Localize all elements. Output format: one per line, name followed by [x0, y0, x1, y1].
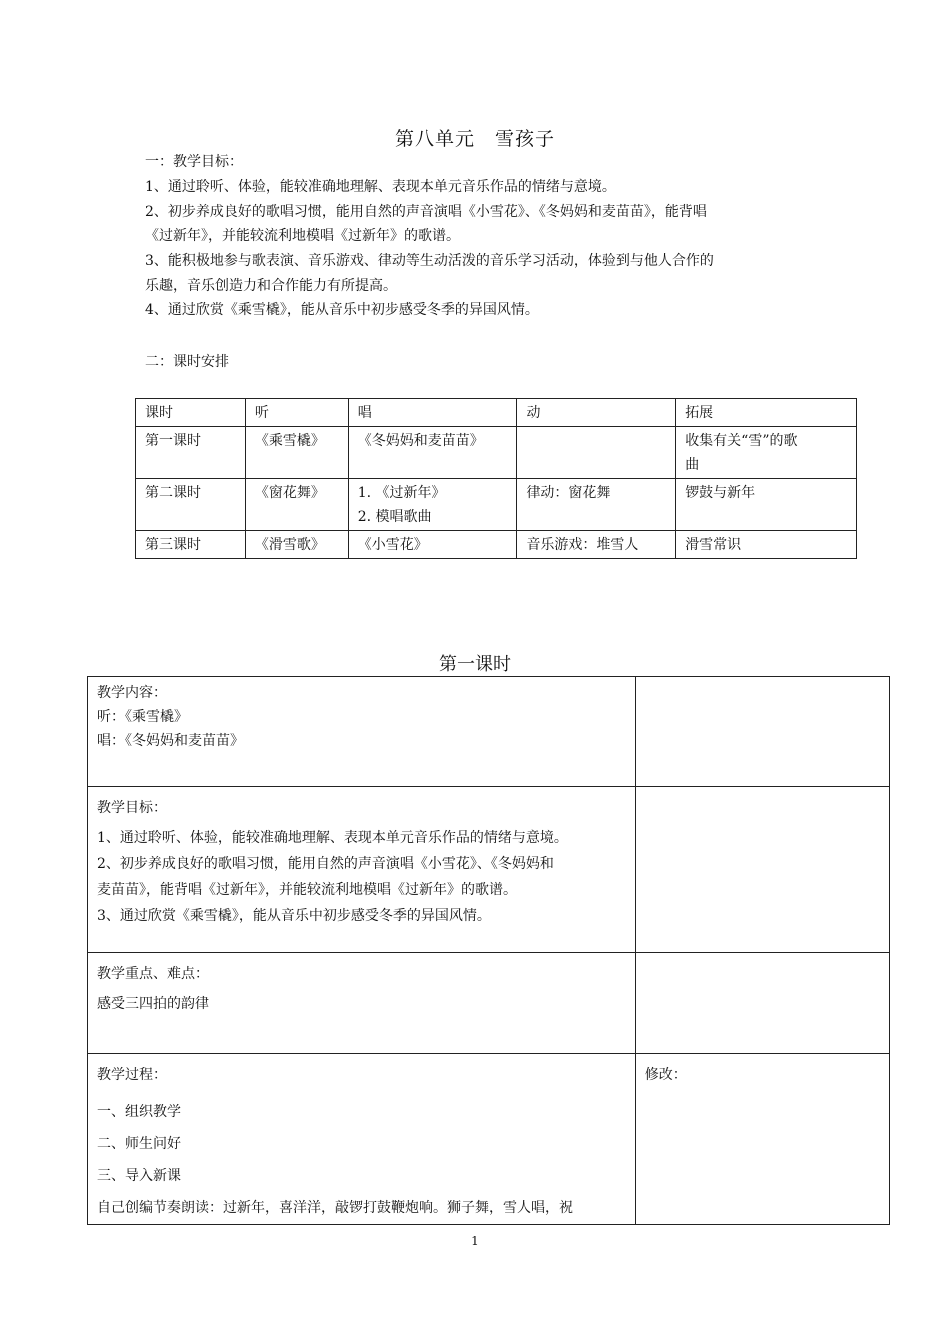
cell-line: 曲	[685, 457, 700, 473]
goal-line: 3、通过欣赏《乘雪橇》，能从音乐中初步感受冬季的异国风情。	[97, 908, 491, 924]
objective-line-3: 《过新年》，并能较流利地模唱《过新年》的歌谱。	[145, 228, 460, 244]
lesson-title: 第一课时	[439, 654, 511, 675]
process-text: 自己创编节奏朗读：过新年，喜洋洋，敲锣打鼓鞭炮响。狮子舞，雪人唱，祝	[97, 1200, 573, 1216]
cell-extension	[676, 427, 857, 479]
key-points-row	[88, 953, 890, 1054]
cell-lesson: 第三课时	[136, 531, 246, 559]
cell-line: 2. 模唱歌曲	[357, 509, 432, 525]
cell-lesson: 第一课时	[136, 427, 246, 479]
unit-title	[0, 124, 950, 151]
process-step: 一、组织教学	[97, 1104, 181, 1120]
notes-cell	[635, 953, 889, 1054]
cell-sing: 《冬妈妈和麦苗苗》	[348, 427, 517, 479]
header-move: 动	[517, 399, 676, 427]
content-row	[88, 677, 890, 787]
goals-row	[88, 787, 890, 953]
cell-move	[517, 427, 676, 479]
cell-lesson: 第二课时	[136, 479, 246, 531]
objective-line-2: 2、初步养成良好的歌唱习惯，能用自然的声音演唱《小雪花》、《冬妈妈和麦苗苗》，能背唱	[145, 204, 707, 220]
goals-heading: 教学目标：	[97, 800, 167, 816]
key-points-heading: 教学重点、难点：	[97, 966, 209, 982]
schedule-header-row	[136, 399, 857, 427]
table-row	[136, 479, 857, 531]
objective-line-1: 1、通过聆听、体验，能较准确地理解、表现本单元音乐作品的情绪与意境。	[145, 179, 616, 195]
cell-sing	[348, 479, 517, 531]
cell-extension: 滑雪常识	[676, 531, 857, 559]
unit-name: 雪孩子	[495, 128, 556, 150]
header-lesson: 课时	[136, 399, 246, 427]
cell-listen: 《窗花舞》	[245, 479, 348, 531]
page-number: 1	[471, 1234, 479, 1248]
cell-listen: 《滑雪歌》	[245, 531, 348, 559]
cell-move: 律动：窗花舞	[517, 479, 676, 531]
process-row	[88, 1054, 890, 1225]
notes-cell	[635, 677, 889, 787]
revision-cell	[635, 1054, 889, 1225]
table-row	[136, 427, 857, 479]
objective-line-6: 4、通过欣赏《乘雪橇》，能从音乐中初步感受冬季的异国风情。	[145, 302, 539, 318]
goal-line: 2、初步养成良好的歌唱习惯，能用自然的声音演唱《小雪花》、《冬妈妈和	[97, 856, 554, 872]
cell-listen: 《乘雪橇》	[245, 427, 348, 479]
key-points-cell	[88, 953, 636, 1054]
header-extension: 拓展	[676, 399, 857, 427]
cell-extension: 锣鼓与新年	[676, 479, 857, 531]
key-points-text: 感受三四拍的韵律	[97, 996, 209, 1012]
lesson-plan-table	[87, 676, 890, 1225]
header-sing: 唱	[348, 399, 517, 427]
goal-line: 麦苗苗》，能背唱《过新年》，并能较流利地模唱《过新年》的歌谱。	[97, 882, 517, 898]
objective-line-4: 3、能积极地参与歌表演、音乐游戏、律动等生动活泼的音乐学习活动，体验到与他人合作的	[145, 253, 714, 269]
unit-number: 第八单元	[394, 128, 475, 150]
revision-label: 修改：	[644, 1067, 687, 1083]
cell-sing: 《小雪花》	[348, 531, 517, 559]
goals-cell	[88, 787, 636, 953]
content-heading: 教学内容：	[97, 685, 167, 701]
cell-line: 1. 《过新年》	[357, 485, 446, 501]
table-row	[136, 531, 857, 559]
schedule-table	[135, 398, 857, 559]
objective-line-5: 乐趣，音乐创造力和合作能力有所提高。	[145, 278, 397, 294]
process-heading: 教学过程：	[97, 1067, 167, 1083]
process-step: 三、导入新课	[97, 1168, 181, 1184]
cell-line: 收集有关“雪”的歌	[685, 433, 798, 449]
header-listen: 听	[245, 399, 348, 427]
notes-cell	[635, 787, 889, 953]
content-cell	[88, 677, 636, 787]
process-step: 二、师生问好	[97, 1136, 181, 1152]
process-cell	[88, 1054, 636, 1225]
content-listen: 听：《乘雪橇》	[97, 709, 188, 725]
objectives-heading: 一：教学目标：	[145, 154, 243, 170]
content-sing: 唱：《冬妈妈和麦苗苗》	[97, 733, 244, 749]
schedule-heading: 二：课时安排	[145, 354, 229, 370]
cell-move: 音乐游戏：堆雪人	[517, 531, 676, 559]
goal-line: 1、通过聆听、体验，能较准确地理解、表现本单元音乐作品的情绪与意境。	[97, 830, 568, 846]
